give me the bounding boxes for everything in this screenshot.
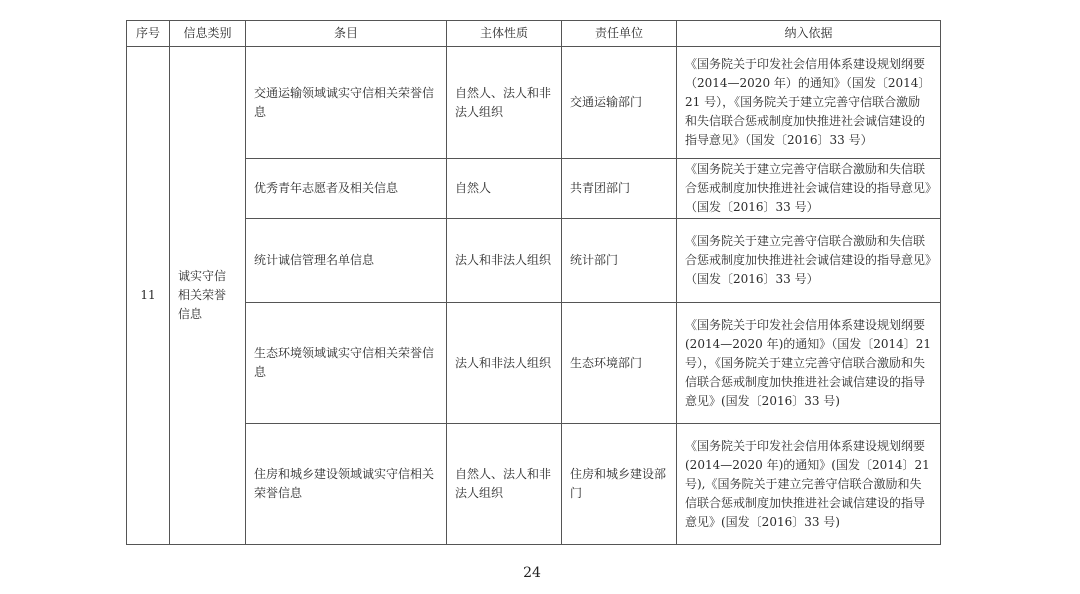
page-number: 24 [523,565,541,581]
serial-number-cell: 11 [127,47,170,545]
info-category-cell: 诚实守信相关荣誉信息 [170,47,246,545]
credit-info-table [126,20,941,545]
item-cell: 生态环境领域诚实守信相关荣誉信息 [246,303,447,424]
unit-cell: 住房和城乡建设部门 [562,424,677,545]
table-header-row [127,21,941,47]
item-cell: 统计诚信管理名单信息 [246,219,447,303]
subject-cell: 自然人、法人和非法人组织 [447,47,562,159]
header-subject-nature: 主体性质 [447,21,562,47]
table-row [127,47,941,159]
header-responsible-unit: 责任单位 [562,21,677,47]
table-row [127,219,941,303]
unit-cell: 生态环境部门 [562,303,677,424]
basis-cell: 《国务院关于建立完善守信联合激励和失信联合惩戒制度加快推进社会诚信建设的指导意见》（国发〔2016〕33 号） [677,159,941,219]
subject-cell: 法人和非法人组织 [447,303,562,424]
item-cell: 交通运输领域诚实守信相关荣誉信息 [246,47,447,159]
table-row [127,424,941,545]
unit-cell: 统计部门 [562,219,677,303]
basis-cell: 《国务院关于建立完善守信联合激励和失信联合惩戒制度加快推进社会诚信建设的指导意见》（国发〔2016〕33 号） [677,219,941,303]
unit-cell: 交通运输部门 [562,47,677,159]
basis-cell: 《国务院关于印发社会信用体系建设规划纲要(2014—2020 年)的通知》（国发〔2014〕21 号），《国务院关于建立完善守信联合激励和失信联合惩戒制度加快推进社会诚信建设的指导意见》(国发〔2016〕33 号) [677,303,941,424]
basis-cell: 《国务院关于印发社会信用体系建设规划纲要（2014—2020 年）的通知》（国发〔2014〕21 号），《国务院关于建立完善守信联合激励和失信联合惩戒制度加快推进社会诚信建设的指导意见》（国发〔2016〕33 号） [677,47,941,159]
item-cell: 住房和城乡建设领域诚实守信相关荣誉信息 [246,424,447,545]
table-row [127,159,941,219]
basis-cell: 《国务院关于印发社会信用体系建设规划纲要(2014—2020 年)的通知》(国发〔2014〕21 号),《国务院关于建立完善守信联合激励和失信联合惩戒制度加快推进社会诚信建设的指导意见》(国发〔2016〕33 号) [677,424,941,545]
item-cell: 优秀青年志愿者及相关信息 [246,159,447,219]
unit-cell: 共青团部门 [562,159,677,219]
header-info-category: 信息类别 [170,21,246,47]
header-inclusion-basis: 纳入依据 [677,21,941,47]
table-row [127,303,941,424]
subject-cell: 自然人 [447,159,562,219]
subject-cell: 自然人、法人和非法人组织 [447,424,562,545]
subject-cell: 法人和非法人组织 [447,219,562,303]
header-serial-number: 序号 [127,21,170,47]
header-item: 条目 [246,21,447,47]
